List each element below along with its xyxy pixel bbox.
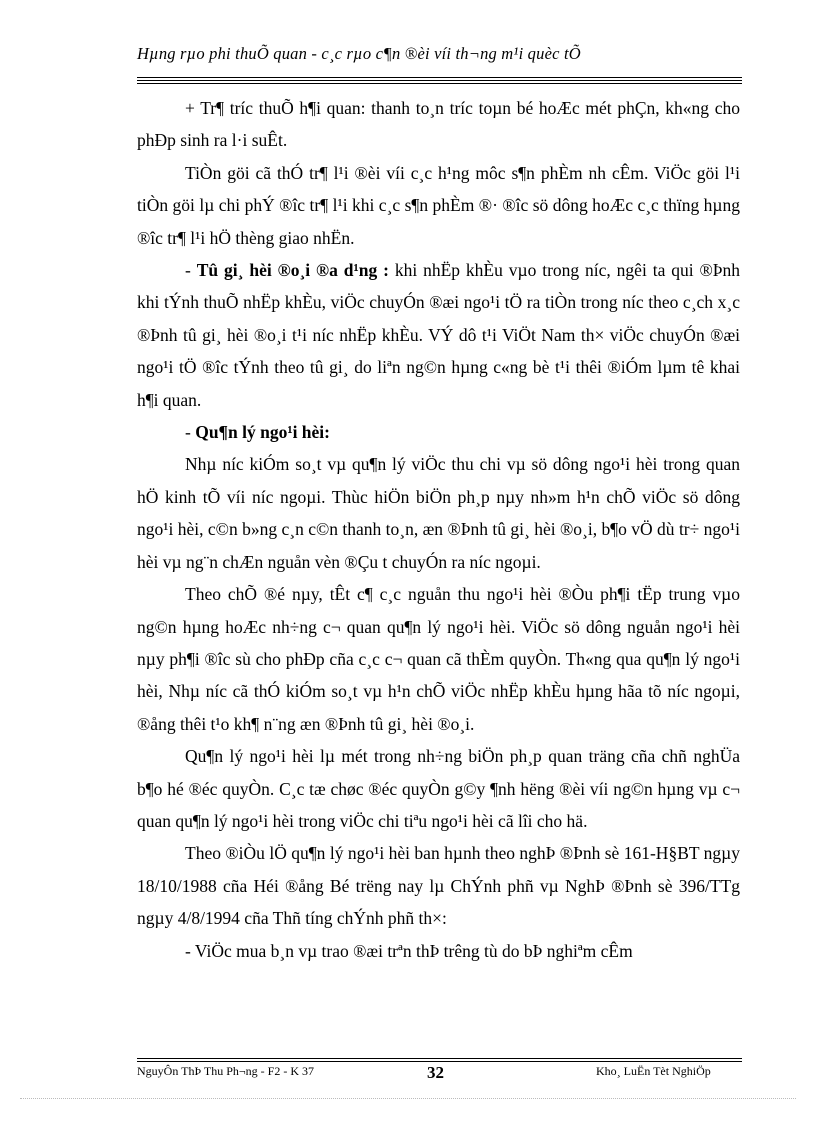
header-rule	[137, 77, 742, 78]
footer-doc-type: Kho¸ LuËn Tèt NghiÖp	[596, 1064, 711, 1078]
paragraph-prepaid-tax: + Tr¶ tríc thuÕ h¶i quan: thanh to¸n tríc toµn bé hoÆc mét phÇn, kh«ng cho phÐp sinh ra l·i suÊt.	[137, 98, 740, 151]
running-header: Hµng rµo phi thuÕ quan - c¸c rµo c¶n ®èi víi th¬ng m¹i quèc tÕ	[137, 44, 581, 63]
footer-author: NguyÔn ThÞ Thu Ph¬ng - F2 - K 37	[137, 1064, 315, 1078]
dash-prefix: -	[185, 260, 197, 281]
paragraph-exchange-rate	[137, 254, 740, 416]
header-rule	[137, 83, 742, 84]
dash-prefix: -	[185, 422, 196, 443]
page-number: 32	[427, 1063, 444, 1082]
footer-rule	[137, 1061, 742, 1062]
paragraph-prohibition: - ViÖc mua b¸n vµ trao ®æi trªn thÞ trêng tù do bÞ nghiªm cÊm	[185, 940, 633, 961]
paragraph-forex-heading	[137, 416, 740, 448]
header-rule	[137, 80, 742, 81]
footer-rule	[137, 1058, 742, 1059]
paragraph-forex-regime: Theo chÕ ®é nµy, tÊt c¶ c¸c nguån thu ngo¹i hèi ®Òu ph¶i tËp trung vµo ng©n hµng hoÆc nh÷ng c¬ quan qu¶n lý ngo¹i hèi. ViÖc sö dông nguån ngo¹i hèi nµy ph¶i ®îc sù cho phÐp cña c¸c c¬ quan cã thÈm quyÒn. Th«ng qua qu¶n lý ngo¹i hèi, Nhµ níc cã thÓ kiÓm so¸t vµ h¹n chÕ viÖc nhËp khÈu hµng hãa tõ níc ngoµi, ®ång thêi t¹o kh¶ n¨ng æn ®Þnh tû gi¸ hèi ®o¸i.	[137, 584, 740, 734]
body-text	[137, 92, 740, 967]
paragraph-protectionism: Qu¶n lý ngo¹i hèi lµ mét trong nh÷ng biÖn ph¸p quan träng cña chñ nghÜa b¶o hé ®éc quyÒn. C¸c tæ chøc ®éc quyÒn g©y ¶nh hëng ®èi víi ng©n hµng vµ c¬ quan qu¶n lý ngo¹i hèi trong viÖc chi tiªu ngo¹i hèi cã lîi cho hä.	[137, 746, 740, 831]
exchange-rate-heading: Tû gi¸ hèi ®o¸i ®a d¹ng :	[196, 260, 389, 281]
exchange-rate-text: khi nhËp khÈu vµo trong níc, ngêi ta qui ®Þnh khi tÝnh thuÕ nhËp khÈu, viÖc chuyÓn ®æi ngo¹i tÖ ra tiÒn trong níc theo c¸ch x¸c ®Þnh tû gi¸ hèi ®o¸i t¹i níc nhËp khÈu. VÝ dô t¹i ViÖt Nam th× viÖc chuyÓn ®æi ngo¹i tÖ ®îc tÝnh theo tû gi¸ do liªn ng©n hµng c«ng bè t¹i thêi ®iÓm lµm tê khai h¶i quan.	[137, 260, 741, 410]
paragraph-state-control: Nhµ níc kiÓm so¸t vµ qu¶n lý viÖc thu chi vµ sö dông ngo¹i hèi trong quan hÖ kinh tÕ víi níc ngoµi. Thùc hiÖn biÖn ph¸p nµy nh»m h¹n chÕ viÖc sö dông ngo¹i hèi, c©n b»ng c¸n c©n thanh to¸n, æn ®Þnh tû gi¸ hèi ®o¸i, b¶o vÖ dù tr÷ ngo¹i hèi vµ ng¨n chÆn nguån vèn ®Çu t chuyÓn ra níc ngoµi.	[137, 454, 740, 572]
paragraph-refundable-deposit: TiÒn göi cã thÓ tr¶ l¹i ®èi víi c¸c h¹ng môc s¶n phÈm nh cÊm. ViÖc göi l¹i tiÒn göi lµ chi phÝ ®îc tr¶ l¹i khi c¸c s¶n phÈm ®· ®îc sö dông hoÆc c¸c thïng hµng ®îc tr¶ l¹i hÖ thèng giao nhËn.	[137, 162, 740, 248]
page-break-line	[20, 1098, 796, 1099]
paragraph-regulation: Theo ®iÒu lÖ qu¶n lý ngo¹i hèi ban hµnh theo nghÞ ®Þnh sè 161-H§BT ngµy 18/10/1988 cña Héi ®ång Bé trëng nay lµ ChÝnh phñ vµ NghÞ ®Þnh sè 396/TTg ngµy 4/8/1994 cña Thñ tíng chÝnh phñ th×:	[137, 843, 740, 929]
forex-management-heading: Qu¶n lý ngo¹i hèi:	[195, 422, 330, 443]
